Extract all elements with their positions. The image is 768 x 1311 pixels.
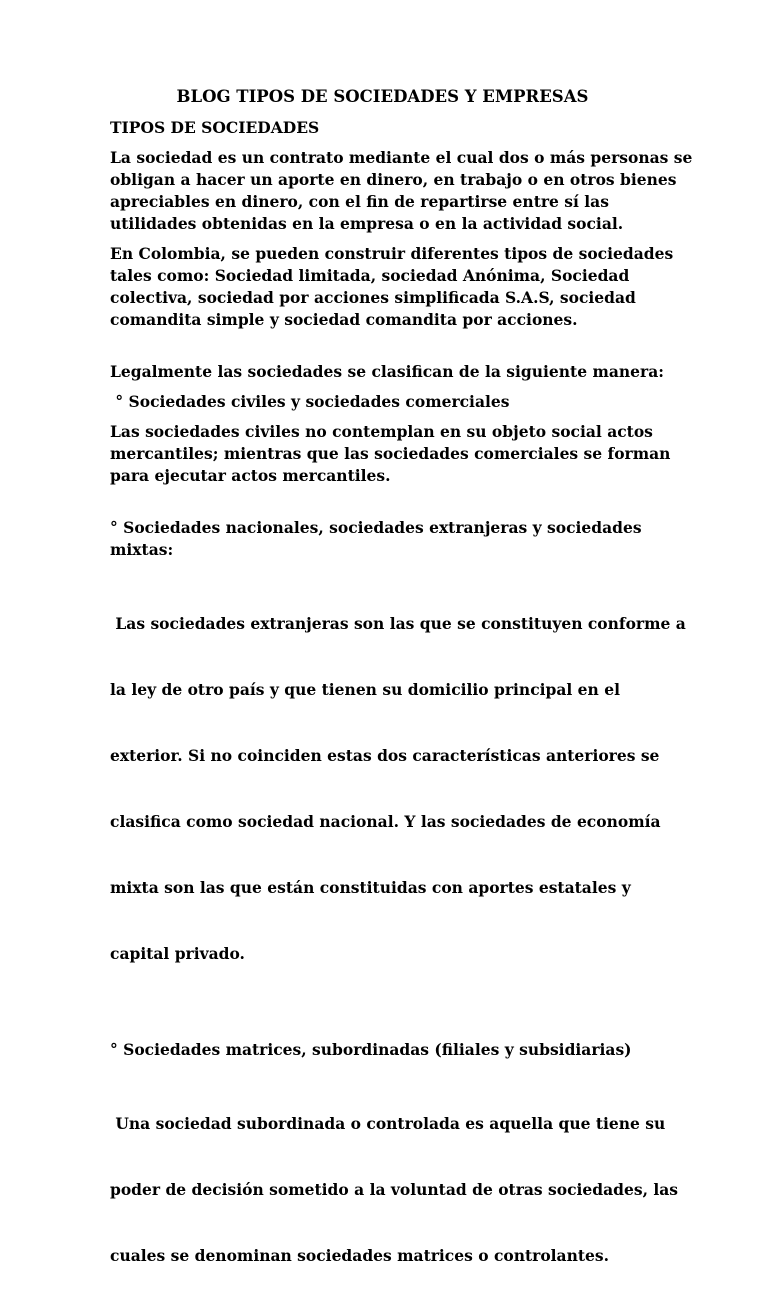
paragraph-line: comandita simple y sociedad comandita por acciones. (110, 310, 578, 329)
paragraph-line: exterior. Si no coinciden estas dos características anteriores se (110, 746, 660, 765)
paragraph-line: poder de decisión sometido a la voluntad de otras sociedades, las (110, 1180, 679, 1199)
paragraph-line: Una sociedad subordinada o controlada es aquella que tiene su (110, 1114, 666, 1133)
paragraph-line: la ley de otro país y que tienen su domicilio principal en el (110, 680, 620, 699)
paragraph-line: cuales se denominan sociedades matrices o controlantes. (110, 1246, 610, 1265)
paragraph-line: capital privado. (110, 944, 245, 963)
paragraph-line: mixta son las que están constituidas con aportes estatales y (110, 878, 631, 897)
paragraph-line: Las sociedades civiles no contemplan en su objeto social actos (110, 422, 653, 441)
paragraph-line: En Colombia, se pueden construir diferentes tipos de sociedades (110, 244, 674, 263)
paragraph-line: La sociedad es un contrato mediante el cual dos o más personas se (110, 148, 693, 167)
document-title: BLOG TIPOS DE SOCIEDADES Y EMPRESAS (176, 87, 589, 106)
paragraph-line: apreciables en dinero, con el fin de repartirse entre sí las (110, 192, 609, 211)
section3-paragraph (110, 1069, 679, 1311)
intro-paragraph (110, 147, 693, 235)
section1-heading: ° Sociedades civiles y sociedades comerciales (110, 392, 510, 411)
paragraph-line: colectiva, sociedad por acciones simplificada S.A.S, sociedad (110, 288, 636, 307)
classification-intro: Legalmente las sociedades se clasifican de la siguiente manera: (110, 362, 664, 381)
colombia-paragraph (110, 243, 674, 331)
section1-paragraph (110, 421, 671, 487)
document-page (110, 86, 693, 1311)
paragraph-line: mercantiles; mientras que las sociedades comerciales se forman (110, 444, 671, 463)
heading-line: ° Sociedades nacionales, sociedades extranjeras y sociedades (110, 518, 642, 537)
section2-heading (110, 517, 655, 561)
paragraph-line: tales como: Sociedad limitada, sociedad Anónima, Sociedad (110, 266, 630, 285)
section-heading: TIPOS DE SOCIEDADES (110, 118, 320, 137)
paragraph-line: Las sociedades extranjeras son las que se constituyen conforme a (110, 614, 686, 633)
section3-heading: ° Sociedades matrices, subordinadas (filiales y subsidiarias) (110, 1040, 632, 1059)
paragraph-line: obligan a hacer un aporte en dinero, en trabajo o en otros bienes (110, 170, 677, 189)
paragraph-line: clasifica como sociedad nacional. Y las sociedades de economía (110, 812, 661, 831)
heading-line: mixtas: (110, 540, 174, 559)
paragraph-line: utilidades obtenidas en la empresa o en la actividad social. (110, 214, 624, 233)
paragraph-line: para ejecutar actos mercantiles. (110, 466, 391, 485)
section2-paragraph (110, 569, 686, 1009)
